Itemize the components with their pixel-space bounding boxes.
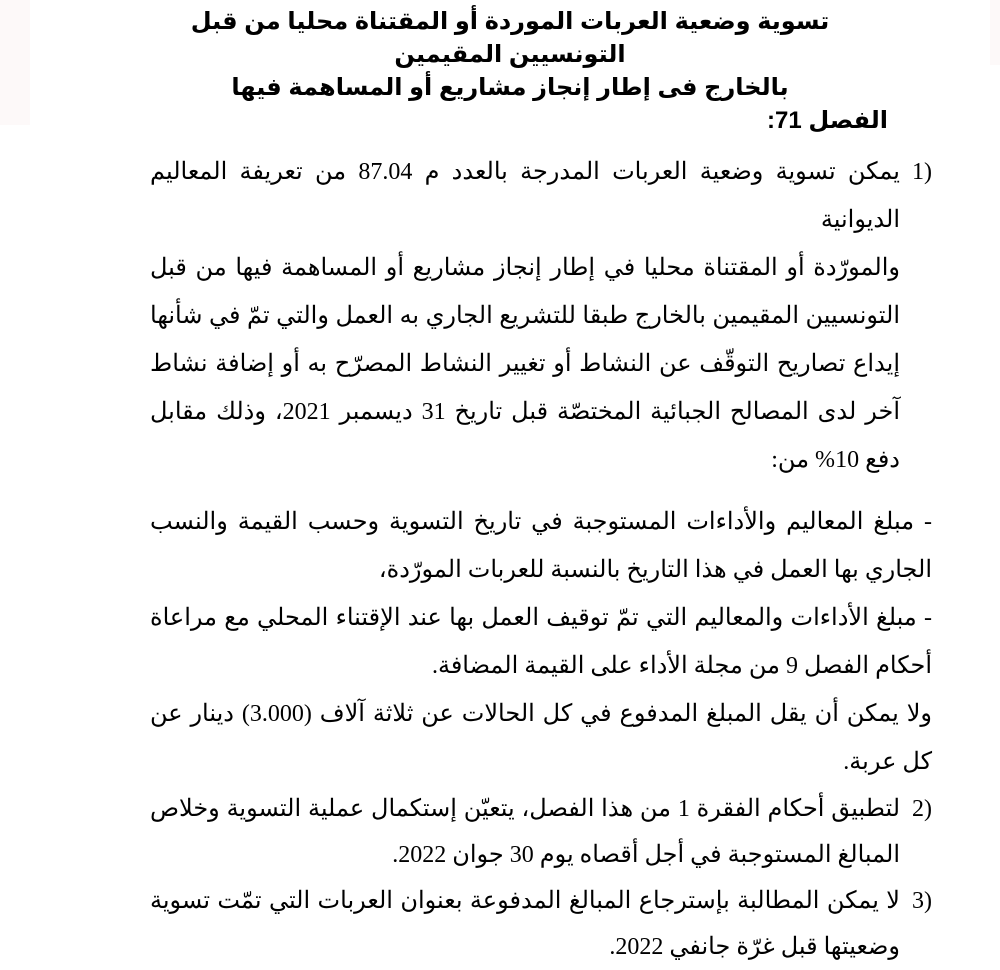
paragraph-number-3: 3) [912,888,932,914]
paragraph-1-line: إيداع تصاريح التوقّف عن النشاط أو تغيير النشاط المصرّح به أو إضافة نشاط [150,351,900,377]
paragraph-1-line: والمورّدة أو المقتناة محليا في إطار إنجاز مشاريع أو المساهمة فيها من قبل [150,255,900,281]
document-title-line-1: تسوية وضعية العربات الموردة أو المقتناة محليا من قبل التونسيين المقيمين [190,8,830,68]
paragraph-number-1: 1) [912,159,932,185]
bullet-1-line: الجاري بها العمل في هذا التاريخ بالنسبة للعربات المورّدة، [378,557,932,583]
paragraph-1-line: دفع 10% من: [771,447,900,473]
paragraph-number-2: 2) [912,796,932,822]
minimum-clause-line: كل عربة. [843,749,932,775]
paragraph-1-line: التونسيين المقيمين بالخارج طبقا للتشريع الجاري به العمل والتي تمّ في شأنها [150,303,900,329]
chapter-heading: الفصل 71: [767,107,888,134]
paragraph-2-line: المبالغ المستوجبة في أجل أقصاه يوم 30 جوان 2022. [392,842,900,868]
bullet-2-line: أحكام الفصل 9 من مجلة الأداء على القيمة المضافة. [431,653,932,679]
bullet-2 [150,594,932,690]
bullet-1 [150,498,932,594]
document-title-line-2: بالخارج فى إطار إنجاز مشاريع أو المساهمة فيها [231,74,789,101]
paragraph-1-line: يمكن تسوية وضعية العربات المدرجة بالعدد م 87.04 من تعريفة المعاليم الديوانية [150,159,900,233]
paragraph-2-line: لتطبيق أحكام الفقرة 1 من هذا الفصل، يتعيّن إستكمال عملية التسوية وخلاص [150,796,901,822]
paragraph-1-line: آخر لدى المصالح الجبائية المختصّة قبل تاريخ 31 ديسمبر 2021، وذلك مقابل [150,399,900,425]
bullet-1-line: - مبلغ المعاليم والأداءات المستوجبة في تاريخ التسوية وحسب القيمة والنسب [150,509,932,535]
paragraph-3 [150,878,932,970]
minimum-clause [150,690,932,786]
minimum-clause-line: ولا يمكن أن يقل المبلغ المدفوع في كل الحالات عن ثلاثة آلاف (3.000) دينار عن [150,701,932,727]
paragraph-3-line: وضعيتها قبل غرّة جانفي 2022. [609,934,900,960]
paragraph-3-line: لا يمكن المطالبة بإسترجاع المبالغ المدفوعة بعنوان العربات التي تمّت تسوية [150,888,900,914]
paragraph-2 [150,786,932,878]
bullet-2-line: - مبلغ الأداءات والمعاليم التي تمّ توقيف العمل بها عند الإقتناء المحلي مع مراعاة [150,605,932,631]
paragraph-1 [150,148,932,484]
